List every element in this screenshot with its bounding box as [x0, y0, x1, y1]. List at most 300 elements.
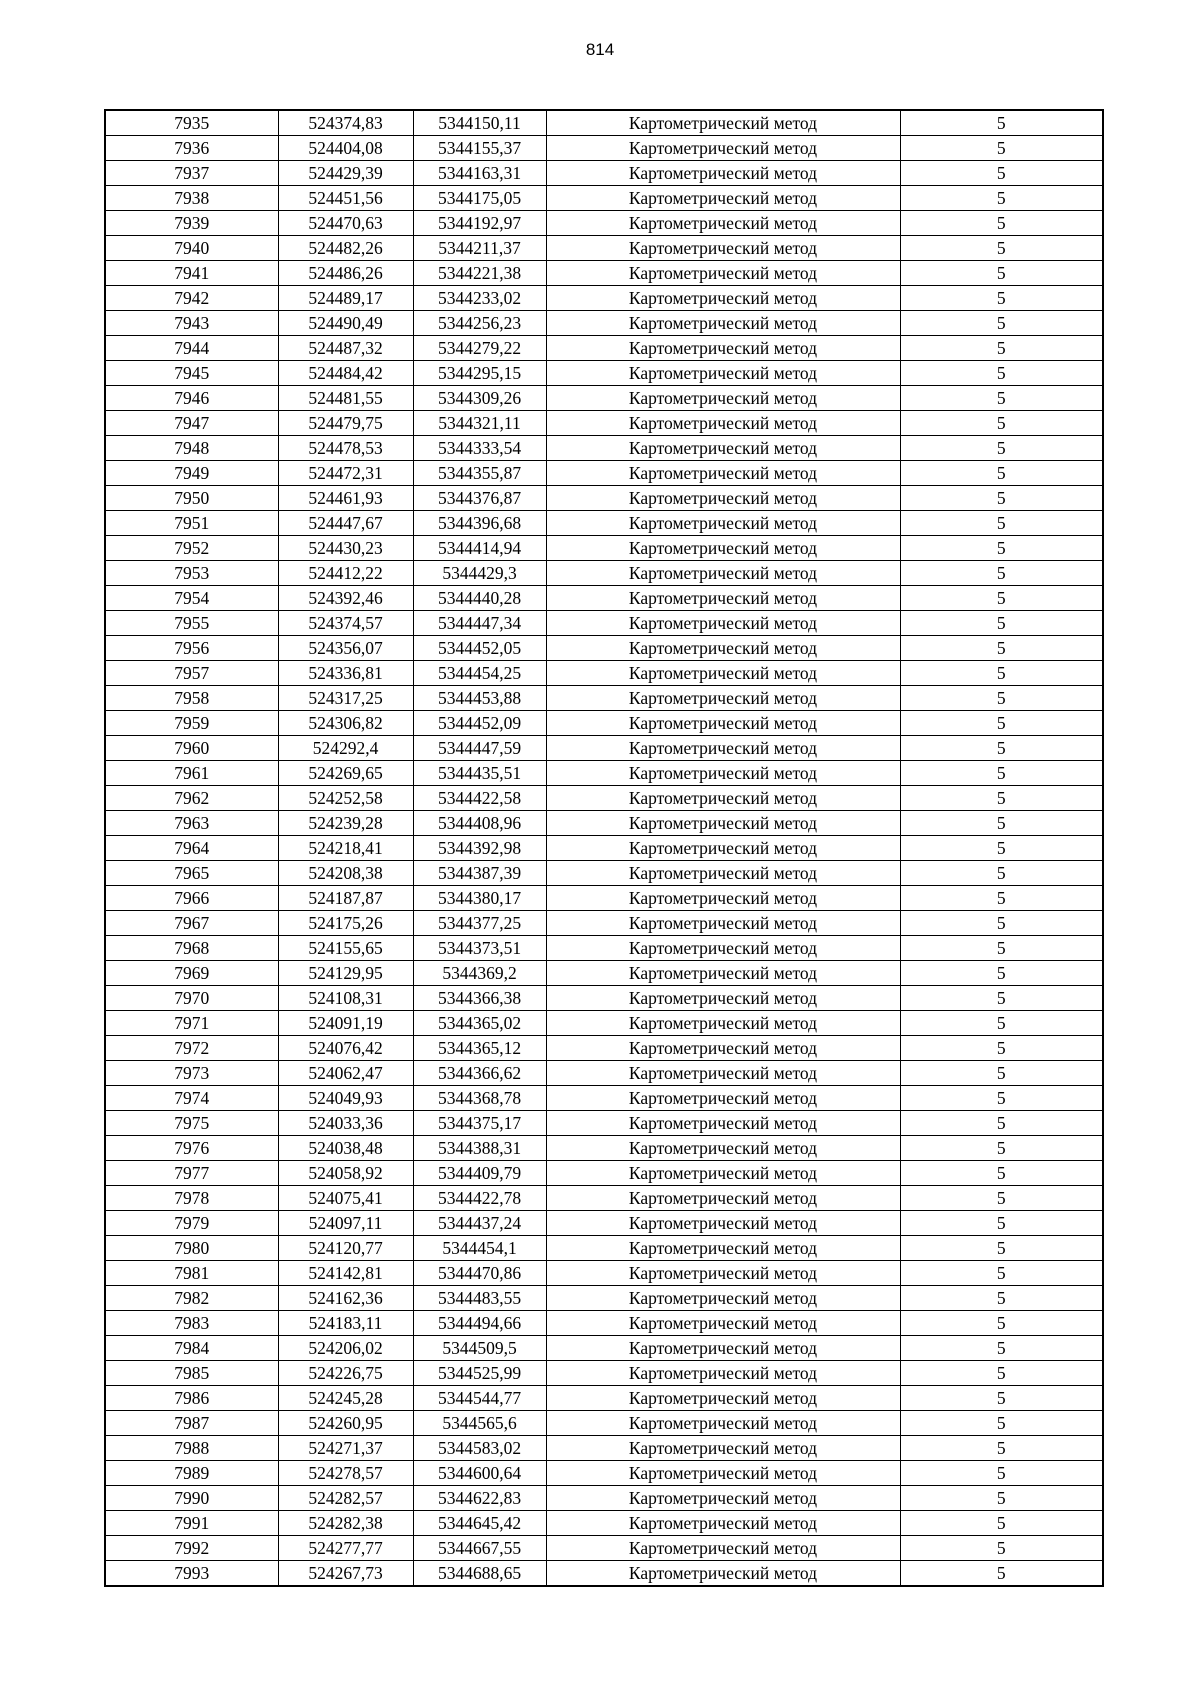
x-coordinate-cell: 524206,02 — [278, 1336, 413, 1361]
accuracy-cell: 5 — [900, 286, 1103, 311]
y-coordinate-cell: 5344396,68 — [413, 511, 546, 536]
accuracy-cell: 5 — [900, 236, 1103, 261]
accuracy-cell: 5 — [900, 1161, 1103, 1186]
point-number-cell: 7936 — [105, 136, 278, 161]
y-coordinate-cell: 5344365,02 — [413, 1011, 546, 1036]
point-number-cell: 7949 — [105, 461, 278, 486]
x-coordinate-cell: 524282,57 — [278, 1486, 413, 1511]
x-coordinate-cell: 524430,23 — [278, 536, 413, 561]
method-cell: Картометрический метод — [546, 236, 900, 261]
accuracy-cell: 5 — [900, 461, 1103, 486]
point-number-cell: 7942 — [105, 286, 278, 311]
method-cell: Картометрический метод — [546, 1011, 900, 1036]
table-row — [105, 136, 1103, 161]
y-coordinate-cell: 5344429,3 — [413, 561, 546, 586]
table-row — [105, 1311, 1103, 1336]
table-row — [105, 1161, 1103, 1186]
method-cell: Картометрический метод — [546, 811, 900, 836]
point-number-cell: 7941 — [105, 261, 278, 286]
accuracy-cell: 5 — [900, 361, 1103, 386]
accuracy-cell: 5 — [900, 1236, 1103, 1261]
table-row — [105, 1111, 1103, 1136]
table-row — [105, 161, 1103, 186]
point-number-cell: 7973 — [105, 1061, 278, 1086]
table-row — [105, 1236, 1103, 1261]
point-number-cell: 7989 — [105, 1461, 278, 1486]
table-row — [105, 511, 1103, 536]
y-coordinate-cell: 5344192,97 — [413, 211, 546, 236]
method-cell: Картометрический метод — [546, 1236, 900, 1261]
method-cell: Картометрический метод — [546, 1111, 900, 1136]
point-number-cell: 7950 — [105, 486, 278, 511]
point-number-cell: 7964 — [105, 836, 278, 861]
method-cell: Картометрический метод — [546, 886, 900, 911]
y-coordinate-cell: 5344387,39 — [413, 861, 546, 886]
table-row — [105, 1411, 1103, 1436]
x-coordinate-cell: 524175,26 — [278, 911, 413, 936]
point-number-cell: 7955 — [105, 611, 278, 636]
point-number-cell: 7958 — [105, 686, 278, 711]
x-coordinate-cell: 524038,48 — [278, 1136, 413, 1161]
y-coordinate-cell: 5344447,59 — [413, 736, 546, 761]
point-number-cell: 7980 — [105, 1236, 278, 1261]
method-cell: Картометрический метод — [546, 711, 900, 736]
point-number-cell: 7985 — [105, 1361, 278, 1386]
y-coordinate-cell: 5344452,09 — [413, 711, 546, 736]
point-number-cell: 7957 — [105, 661, 278, 686]
accuracy-cell: 5 — [900, 211, 1103, 236]
y-coordinate-cell: 5344409,79 — [413, 1161, 546, 1186]
x-coordinate-cell: 524478,53 — [278, 436, 413, 461]
accuracy-cell: 5 — [900, 1311, 1103, 1336]
table-row — [105, 1386, 1103, 1411]
x-coordinate-cell: 524142,81 — [278, 1261, 413, 1286]
y-coordinate-cell: 5344408,96 — [413, 811, 546, 836]
method-cell: Картометрический метод — [546, 861, 900, 886]
y-coordinate-cell: 5344414,94 — [413, 536, 546, 561]
point-number-cell: 7935 — [105, 110, 278, 136]
y-coordinate-cell: 5344211,37 — [413, 236, 546, 261]
method-cell: Картометрический метод — [546, 436, 900, 461]
method-cell: Картометрический метод — [546, 1386, 900, 1411]
x-coordinate-cell: 524129,95 — [278, 961, 413, 986]
method-cell: Картометрический метод — [546, 1061, 900, 1086]
table-row — [105, 1086, 1103, 1111]
table-row — [105, 661, 1103, 686]
table-row — [105, 911, 1103, 936]
table-row — [105, 436, 1103, 461]
point-number-cell: 7992 — [105, 1536, 278, 1561]
accuracy-cell: 5 — [900, 1411, 1103, 1436]
point-number-cell: 7969 — [105, 961, 278, 986]
accuracy-cell: 5 — [900, 1561, 1103, 1587]
point-number-cell: 7968 — [105, 936, 278, 961]
table-row — [105, 836, 1103, 861]
point-number-cell: 7951 — [105, 511, 278, 536]
table-row — [105, 386, 1103, 411]
table-row — [105, 1536, 1103, 1561]
x-coordinate-cell: 524162,36 — [278, 1286, 413, 1311]
table-row — [105, 1261, 1103, 1286]
accuracy-cell: 5 — [900, 411, 1103, 436]
x-coordinate-cell: 524447,67 — [278, 511, 413, 536]
method-cell: Картометрический метод — [546, 186, 900, 211]
x-coordinate-cell: 524489,17 — [278, 286, 413, 311]
method-cell: Картометрический метод — [546, 1161, 900, 1186]
table-row — [105, 411, 1103, 436]
x-coordinate-cell: 524470,63 — [278, 211, 413, 236]
x-coordinate-cell: 524461,93 — [278, 486, 413, 511]
y-coordinate-cell: 5344494,66 — [413, 1311, 546, 1336]
table-row — [105, 110, 1103, 136]
accuracy-cell: 5 — [900, 986, 1103, 1011]
point-number-cell: 7939 — [105, 211, 278, 236]
method-cell: Картометрический метод — [546, 286, 900, 311]
point-number-cell: 7940 — [105, 236, 278, 261]
method-cell: Картометрический метод — [546, 561, 900, 586]
accuracy-cell: 5 — [900, 186, 1103, 211]
y-coordinate-cell: 5344366,38 — [413, 986, 546, 1011]
point-number-cell: 7937 — [105, 161, 278, 186]
table-row — [105, 811, 1103, 836]
table-row — [105, 1036, 1103, 1061]
point-number-cell: 7948 — [105, 436, 278, 461]
method-cell: Картометрический метод — [546, 936, 900, 961]
x-coordinate-cell: 524412,22 — [278, 561, 413, 586]
point-number-cell: 7975 — [105, 1111, 278, 1136]
table-row — [105, 686, 1103, 711]
method-cell: Картометрический метод — [546, 961, 900, 986]
table-row — [105, 1561, 1103, 1587]
table-row — [105, 1436, 1103, 1461]
x-coordinate-cell: 524120,77 — [278, 1236, 413, 1261]
x-coordinate-cell: 524374,57 — [278, 611, 413, 636]
method-cell: Картометрический метод — [546, 1311, 900, 1336]
point-number-cell: 7993 — [105, 1561, 278, 1587]
y-coordinate-cell: 5344388,31 — [413, 1136, 546, 1161]
method-cell: Картометрический метод — [546, 1461, 900, 1486]
y-coordinate-cell: 5344453,88 — [413, 686, 546, 711]
y-coordinate-cell: 5344365,12 — [413, 1036, 546, 1061]
y-coordinate-cell: 5344688,65 — [413, 1561, 546, 1587]
table-row — [105, 1361, 1103, 1386]
point-number-cell: 7991 — [105, 1511, 278, 1536]
x-coordinate-cell: 524479,75 — [278, 411, 413, 436]
accuracy-cell: 5 — [900, 1386, 1103, 1411]
x-coordinate-cell: 524487,32 — [278, 336, 413, 361]
table-row — [105, 736, 1103, 761]
table-row — [105, 261, 1103, 286]
x-coordinate-cell: 524277,77 — [278, 1536, 413, 1561]
x-coordinate-cell: 524292,4 — [278, 736, 413, 761]
x-coordinate-cell: 524484,42 — [278, 361, 413, 386]
point-number-cell: 7962 — [105, 786, 278, 811]
method-cell: Картометрический метод — [546, 1211, 900, 1236]
accuracy-cell: 5 — [900, 1186, 1103, 1211]
method-cell: Картометрический метод — [546, 411, 900, 436]
table-row — [105, 1186, 1103, 1211]
method-cell: Картометрический метод — [546, 836, 900, 861]
table-row — [105, 311, 1103, 336]
accuracy-cell: 5 — [900, 836, 1103, 861]
y-coordinate-cell: 5344295,15 — [413, 361, 546, 386]
point-number-cell: 7982 — [105, 1286, 278, 1311]
method-cell: Картометрический метод — [546, 136, 900, 161]
y-coordinate-cell: 5344447,34 — [413, 611, 546, 636]
accuracy-cell: 5 — [900, 1511, 1103, 1536]
point-number-cell: 7990 — [105, 1486, 278, 1511]
point-number-cell: 7974 — [105, 1086, 278, 1111]
y-coordinate-cell: 5344355,87 — [413, 461, 546, 486]
table-row — [105, 711, 1103, 736]
point-number-cell: 7972 — [105, 1036, 278, 1061]
accuracy-cell: 5 — [900, 1461, 1103, 1486]
y-coordinate-cell: 5344373,51 — [413, 936, 546, 961]
accuracy-cell: 5 — [900, 886, 1103, 911]
accuracy-cell: 5 — [900, 336, 1103, 361]
point-number-cell: 7977 — [105, 1161, 278, 1186]
x-coordinate-cell: 524218,41 — [278, 836, 413, 861]
y-coordinate-cell: 5344321,11 — [413, 411, 546, 436]
y-coordinate-cell: 5344667,55 — [413, 1536, 546, 1561]
point-number-cell: 7986 — [105, 1386, 278, 1411]
method-cell: Картометрический метод — [546, 261, 900, 286]
coordinates-table-body — [105, 110, 1103, 1586]
y-coordinate-cell: 5344375,17 — [413, 1111, 546, 1136]
accuracy-cell: 5 — [900, 1336, 1103, 1361]
point-number-cell: 7947 — [105, 411, 278, 436]
point-number-cell: 7943 — [105, 311, 278, 336]
method-cell: Картометрический метод — [546, 1561, 900, 1587]
y-coordinate-cell: 5344233,02 — [413, 286, 546, 311]
y-coordinate-cell: 5344454,25 — [413, 661, 546, 686]
y-coordinate-cell: 5344525,99 — [413, 1361, 546, 1386]
method-cell: Картометрический метод — [546, 911, 900, 936]
accuracy-cell: 5 — [900, 1036, 1103, 1061]
y-coordinate-cell: 5344163,31 — [413, 161, 546, 186]
method-cell: Картометрический метод — [546, 1436, 900, 1461]
accuracy-cell: 5 — [900, 961, 1103, 986]
accuracy-cell: 5 — [900, 1436, 1103, 1461]
x-coordinate-cell: 524356,07 — [278, 636, 413, 661]
x-coordinate-cell: 524490,49 — [278, 311, 413, 336]
y-coordinate-cell: 5344454,1 — [413, 1236, 546, 1261]
accuracy-cell: 5 — [900, 1111, 1103, 1136]
x-coordinate-cell: 524033,36 — [278, 1111, 413, 1136]
y-coordinate-cell: 5344380,17 — [413, 886, 546, 911]
x-coordinate-cell: 524076,42 — [278, 1036, 413, 1061]
table-row — [105, 286, 1103, 311]
point-number-cell: 7981 — [105, 1261, 278, 1286]
x-coordinate-cell: 524155,65 — [278, 936, 413, 961]
x-coordinate-cell: 524392,46 — [278, 586, 413, 611]
point-number-cell: 7976 — [105, 1136, 278, 1161]
point-number-cell: 7984 — [105, 1336, 278, 1361]
accuracy-cell: 5 — [900, 686, 1103, 711]
point-number-cell: 7944 — [105, 336, 278, 361]
accuracy-cell: 5 — [900, 811, 1103, 836]
point-number-cell: 7965 — [105, 861, 278, 886]
table-row — [105, 236, 1103, 261]
point-number-cell: 7963 — [105, 811, 278, 836]
x-coordinate-cell: 524245,28 — [278, 1386, 413, 1411]
x-coordinate-cell: 524097,11 — [278, 1211, 413, 1236]
table-row — [105, 336, 1103, 361]
point-number-cell: 7970 — [105, 986, 278, 1011]
accuracy-cell: 5 — [900, 711, 1103, 736]
method-cell: Картометрический метод — [546, 636, 900, 661]
point-number-cell: 7979 — [105, 1211, 278, 1236]
accuracy-cell: 5 — [900, 436, 1103, 461]
accuracy-cell: 5 — [900, 161, 1103, 186]
method-cell: Картометрический метод — [546, 986, 900, 1011]
x-coordinate-cell: 524183,11 — [278, 1311, 413, 1336]
method-cell: Картометрический метод — [546, 611, 900, 636]
accuracy-cell: 5 — [900, 561, 1103, 586]
y-coordinate-cell: 5344309,26 — [413, 386, 546, 411]
accuracy-cell: 5 — [900, 661, 1103, 686]
y-coordinate-cell: 5344369,2 — [413, 961, 546, 986]
table-row — [105, 461, 1103, 486]
y-coordinate-cell: 5344366,62 — [413, 1061, 546, 1086]
method-cell: Картометрический метод — [546, 1511, 900, 1536]
x-coordinate-cell: 524058,92 — [278, 1161, 413, 1186]
accuracy-cell: 5 — [900, 1211, 1103, 1236]
point-number-cell: 7952 — [105, 536, 278, 561]
method-cell: Картометрический метод — [546, 211, 900, 236]
x-coordinate-cell: 524482,26 — [278, 236, 413, 261]
y-coordinate-cell: 5344150,11 — [413, 110, 546, 136]
method-cell: Картометрический метод — [546, 1036, 900, 1061]
table-row — [105, 211, 1103, 236]
method-cell: Картометрический метод — [546, 736, 900, 761]
point-number-cell: 7954 — [105, 586, 278, 611]
point-number-cell: 7983 — [105, 1311, 278, 1336]
x-coordinate-cell: 524374,83 — [278, 110, 413, 136]
point-number-cell: 7966 — [105, 886, 278, 911]
accuracy-cell: 5 — [900, 110, 1103, 136]
y-coordinate-cell: 5344440,28 — [413, 586, 546, 611]
point-number-cell: 7938 — [105, 186, 278, 211]
x-coordinate-cell: 524317,25 — [278, 686, 413, 711]
point-number-cell: 7971 — [105, 1011, 278, 1036]
method-cell: Картометрический метод — [546, 1536, 900, 1561]
table-row — [105, 536, 1103, 561]
x-coordinate-cell: 524278,57 — [278, 1461, 413, 1486]
method-cell: Картометрический метод — [546, 486, 900, 511]
accuracy-cell: 5 — [900, 1361, 1103, 1386]
accuracy-cell: 5 — [900, 386, 1103, 411]
table-row — [105, 1336, 1103, 1361]
x-coordinate-cell: 524404,08 — [278, 136, 413, 161]
table-row — [105, 936, 1103, 961]
method-cell: Картометрический метод — [546, 586, 900, 611]
table-row — [105, 636, 1103, 661]
point-number-cell: 7956 — [105, 636, 278, 661]
y-coordinate-cell: 5344376,87 — [413, 486, 546, 511]
method-cell: Картометрический метод — [546, 1136, 900, 1161]
table-row — [105, 961, 1103, 986]
table-row — [105, 886, 1103, 911]
accuracy-cell: 5 — [900, 511, 1103, 536]
method-cell: Картометрический метод — [546, 511, 900, 536]
method-cell: Картометрический метод — [546, 1286, 900, 1311]
method-cell: Картометрический метод — [546, 1086, 900, 1111]
accuracy-cell: 5 — [900, 1086, 1103, 1111]
accuracy-cell: 5 — [900, 1536, 1103, 1561]
accuracy-cell: 5 — [900, 1486, 1103, 1511]
table-row — [105, 611, 1103, 636]
accuracy-cell: 5 — [900, 1011, 1103, 1036]
x-coordinate-cell: 524451,56 — [278, 186, 413, 211]
y-coordinate-cell: 5344392,98 — [413, 836, 546, 861]
y-coordinate-cell: 5344221,38 — [413, 261, 546, 286]
y-coordinate-cell: 5344583,02 — [413, 1436, 546, 1461]
table-row — [105, 761, 1103, 786]
method-cell: Картометрический метод — [546, 761, 900, 786]
accuracy-cell: 5 — [900, 586, 1103, 611]
method-cell: Картометрический метод — [546, 1411, 900, 1436]
point-number-cell: 7953 — [105, 561, 278, 586]
y-coordinate-cell: 5344256,23 — [413, 311, 546, 336]
method-cell: Картометрический метод — [546, 686, 900, 711]
point-number-cell: 7946 — [105, 386, 278, 411]
y-coordinate-cell: 5344544,77 — [413, 1386, 546, 1411]
y-coordinate-cell: 5344509,5 — [413, 1336, 546, 1361]
accuracy-cell: 5 — [900, 786, 1103, 811]
table-row — [105, 586, 1103, 611]
table-row — [105, 786, 1103, 811]
x-coordinate-cell: 524062,47 — [278, 1061, 413, 1086]
x-coordinate-cell: 524472,31 — [278, 461, 413, 486]
table-row — [105, 561, 1103, 586]
x-coordinate-cell: 524075,41 — [278, 1186, 413, 1211]
x-coordinate-cell: 524336,81 — [278, 661, 413, 686]
point-number-cell: 7961 — [105, 761, 278, 786]
table-row — [105, 1511, 1103, 1536]
x-coordinate-cell: 524271,37 — [278, 1436, 413, 1461]
method-cell: Картометрический метод — [546, 786, 900, 811]
point-number-cell: 7988 — [105, 1436, 278, 1461]
x-coordinate-cell: 524091,19 — [278, 1011, 413, 1036]
y-coordinate-cell: 5344470,86 — [413, 1261, 546, 1286]
x-coordinate-cell: 524282,38 — [278, 1511, 413, 1536]
accuracy-cell: 5 — [900, 636, 1103, 661]
accuracy-cell: 5 — [900, 611, 1103, 636]
accuracy-cell: 5 — [900, 1136, 1103, 1161]
accuracy-cell: 5 — [900, 1286, 1103, 1311]
y-coordinate-cell: 5344422,58 — [413, 786, 546, 811]
table-row — [105, 361, 1103, 386]
table-row — [105, 861, 1103, 886]
method-cell: Картометрический метод — [546, 1486, 900, 1511]
x-coordinate-cell: 524049,93 — [278, 1086, 413, 1111]
y-coordinate-cell: 5344622,83 — [413, 1486, 546, 1511]
y-coordinate-cell: 5344422,78 — [413, 1186, 546, 1211]
y-coordinate-cell: 5344437,24 — [413, 1211, 546, 1236]
method-cell: Картометрический метод — [546, 386, 900, 411]
table-row — [105, 186, 1103, 211]
table-row — [105, 1061, 1103, 1086]
y-coordinate-cell: 5344600,64 — [413, 1461, 546, 1486]
y-coordinate-cell: 5344368,78 — [413, 1086, 546, 1111]
x-coordinate-cell: 524108,31 — [278, 986, 413, 1011]
y-coordinate-cell: 5344565,6 — [413, 1411, 546, 1436]
accuracy-cell: 5 — [900, 261, 1103, 286]
accuracy-cell: 5 — [900, 861, 1103, 886]
method-cell: Картометрический метод — [546, 336, 900, 361]
y-coordinate-cell: 5344435,51 — [413, 761, 546, 786]
